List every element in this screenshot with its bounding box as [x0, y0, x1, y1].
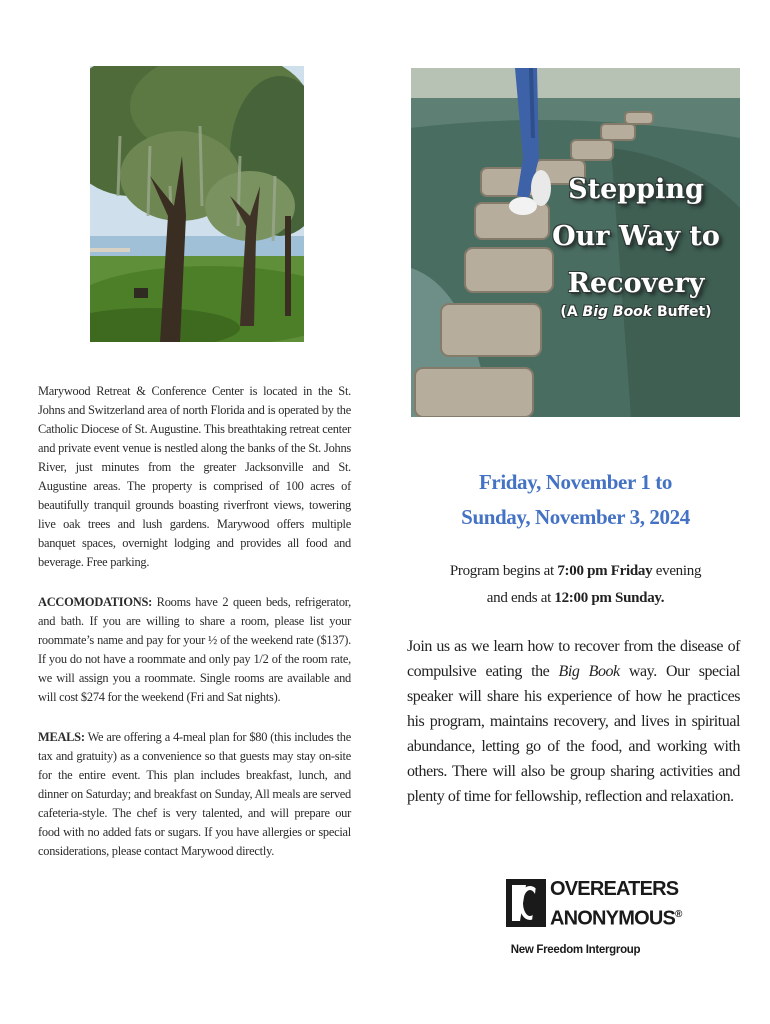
hero-subtitle-open: (A	[560, 304, 583, 320]
accommodations-text: Rooms have 2 queen beds, refrigerator, and bath. If you are willing to share a room, please list your roommate’s name and pay for your ½ of the weekend rate ($137). If you do not have a roommate and only pay 1/2 of the room rate, we will assign you a roommate. Single rooms are available and will cost $274 for the weekend (Fri and Sat nights).	[38, 595, 351, 704]
hero-title	[546, 166, 726, 307]
stepping-stones-photo	[411, 68, 740, 417]
join-text-italic: Big Book	[558, 663, 620, 680]
join-text-pre: Join us as we learn how to recover from the disease of compulsive eating the	[407, 638, 740, 680]
hero-subtitle	[546, 304, 726, 320]
meals-label: MEALS:	[38, 730, 85, 744]
left-column	[38, 382, 351, 882]
hero-title-line-1: Stepping	[568, 174, 704, 205]
date-line-2: Sunday, November 3, 2024	[461, 505, 690, 529]
program-end-pre: and ends at	[486, 590, 555, 606]
hero-subtitle-close: Buffet)	[652, 304, 712, 320]
hero-title-line-2: Our Way to	[552, 221, 720, 252]
join-text-post: way. Our special speaker will share his experience of how he practices his program, maintains recovery, and lives in spiritual abundance, letting go of the food, and working with others. There will also be group sharing activities and plenty of time for fellowship, reflection and relaxation.	[407, 663, 740, 805]
program-start-time: 7:00 pm Friday	[557, 563, 653, 579]
oa-logo-text	[550, 877, 682, 932]
hero-subtitle-italic: Big Book	[582, 304, 653, 320]
oa-logo-line-2-text: ANONYMOUS	[550, 907, 676, 930]
oa-logo-icon	[506, 879, 546, 927]
oa-logo-line-1: OVEREATERS	[550, 878, 679, 900]
program-start	[411, 563, 740, 580]
accommodations-paragraph	[38, 593, 351, 707]
program-end-time: 12:00 pm Sunday.	[554, 590, 665, 606]
meals-text: We are offering a 4-meal plan for $80 (this includes the tax and gratuity) as a convenience so that guests may stay on-site for the entire event. This plan includes breakfast, lunch, and dinner on Saturday; and breakfast on Sunday, All meals are served cafeteria-style. The chef is very talented, and will prepare our food with no added fats or sugars. If you have allergies or special considerations, please contact Marywood directly.	[38, 730, 351, 858]
marywood-oak-trees-photo	[90, 66, 304, 342]
intergroup-name: New Freedom Intergroup	[510, 944, 641, 956]
hero-title-line-3: Recovery	[567, 268, 705, 299]
program-start-post: evening	[652, 563, 702, 579]
join-paragraph	[407, 634, 740, 809]
accommodations-label: ACCOMODATIONS:	[38, 595, 152, 609]
overeaters-anonymous-logo	[506, 877, 682, 933]
program-start-pre: Program begins at	[449, 563, 558, 579]
venue-description: Marywood Retreat & Conference Center is located in the St. Johns and Switzerland area of north Florida and is operated by the Catholic Diocese of St. Augustine. This breathtaking retreat center and private event venue is nestled along the banks of the St. Johns River, just minutes from the greater Jacksonville and St. Augustine areas. The property is comprised of 100 acres of beautifully tranquil grounds boasting riverfront views, towering live oak trees and lush gardens. Marywood offers multiple banquet spaces, overnight lodging and provides all food and beverage. Free parking.	[38, 384, 351, 569]
registered-mark: ®	[675, 909, 682, 920]
meals-paragraph	[38, 728, 351, 861]
oa-logo-line-2	[550, 902, 682, 932]
program-end	[411, 590, 740, 607]
date-line-1: Friday, November 1 to	[478, 470, 673, 494]
